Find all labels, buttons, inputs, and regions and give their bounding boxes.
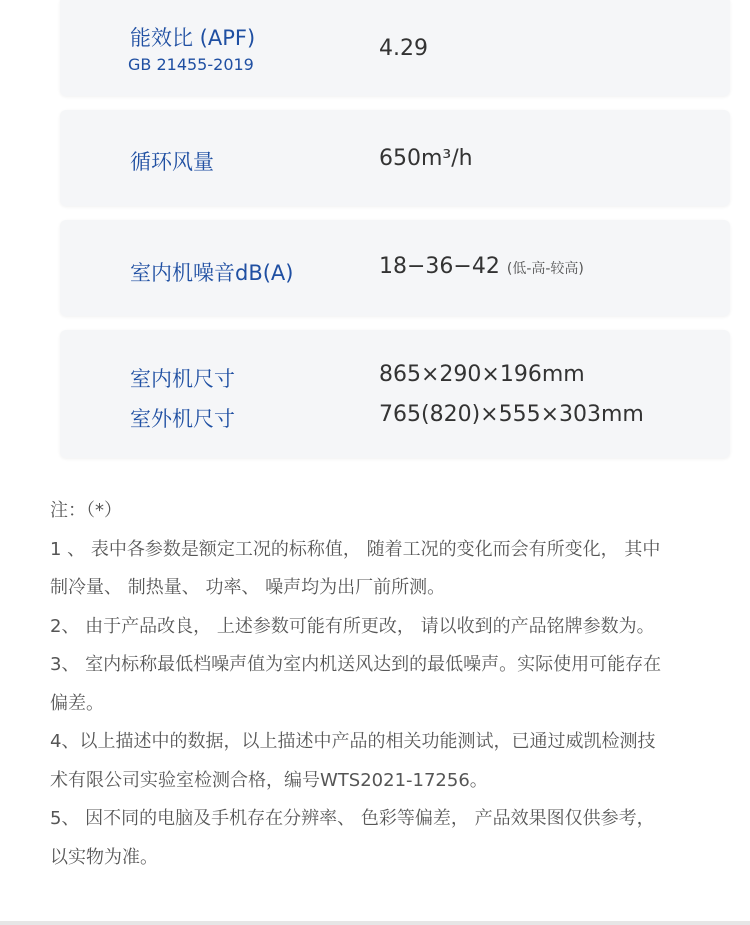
spec-value-outdoor-size: 765(820)×555×303mm xyxy=(379,402,644,427)
notes-line: 3、 室内标称最低档噪声值为室内机送风达到的最低噪声。实际使用可能存在 xyxy=(50,654,662,675)
noise-value-text: 18−36−42 xyxy=(379,254,500,279)
spec-value-indoor-size: 865×290×196mm xyxy=(379,362,585,387)
spec-value-airflow: 650m³/h xyxy=(379,146,473,171)
notes-line: 术有限公司实验室检测合格，编号WTS2021-17256。 xyxy=(50,769,488,791)
notes-line: 5、 因不同的电脑及手机存在分辨率、 色彩等偏差， 产品效果图仅供参考， xyxy=(50,808,655,829)
spec-value-apf: 4.29 xyxy=(379,36,428,61)
spec-label-apf: 能效比 (APF) xyxy=(130,26,256,50)
notes-section xyxy=(50,492,735,877)
notes-line: 2、 由于产品改良， 上述参数可能有所更改， 请以收到的产品铭牌参数为。 xyxy=(50,615,655,637)
notes-line: 1 、 表中各参数是额定工况的标称值， 随着工况的变化而会有所变化， 其中 xyxy=(50,538,661,560)
bottom-divider xyxy=(0,921,750,925)
notes-line: 以实物为准。 xyxy=(50,846,158,868)
spec-label-indoor-size: 室内机尺寸 xyxy=(130,367,235,391)
spec-label-airflow: 循环风量 xyxy=(130,150,214,174)
notes-heading: 注：（*） xyxy=(50,500,122,521)
spec-card-noise xyxy=(60,220,730,316)
spec-sublabel-standard: GB 21455-2019 xyxy=(128,55,254,74)
spec-card-airflow xyxy=(60,110,730,206)
spec-card-apf xyxy=(60,0,730,96)
notes-line: 制冷量、 制热量、 功率、 噪声均为出厂前所测。 xyxy=(50,577,446,598)
spec-label-noise: 室内机噪音dB(A) xyxy=(130,261,294,285)
noise-value-note: (低-高-较高) xyxy=(506,261,584,277)
notes-line: 4、以上描述中的数据，以上描述中产品的相关功能测试，已通过威凯检测技 xyxy=(50,731,656,752)
spec-card-dimensions xyxy=(60,330,730,458)
spec-label-outdoor-size: 室外机尺寸 xyxy=(130,407,235,431)
notes-line: 偏差。 xyxy=(50,692,104,714)
spec-value-noise xyxy=(379,254,584,279)
